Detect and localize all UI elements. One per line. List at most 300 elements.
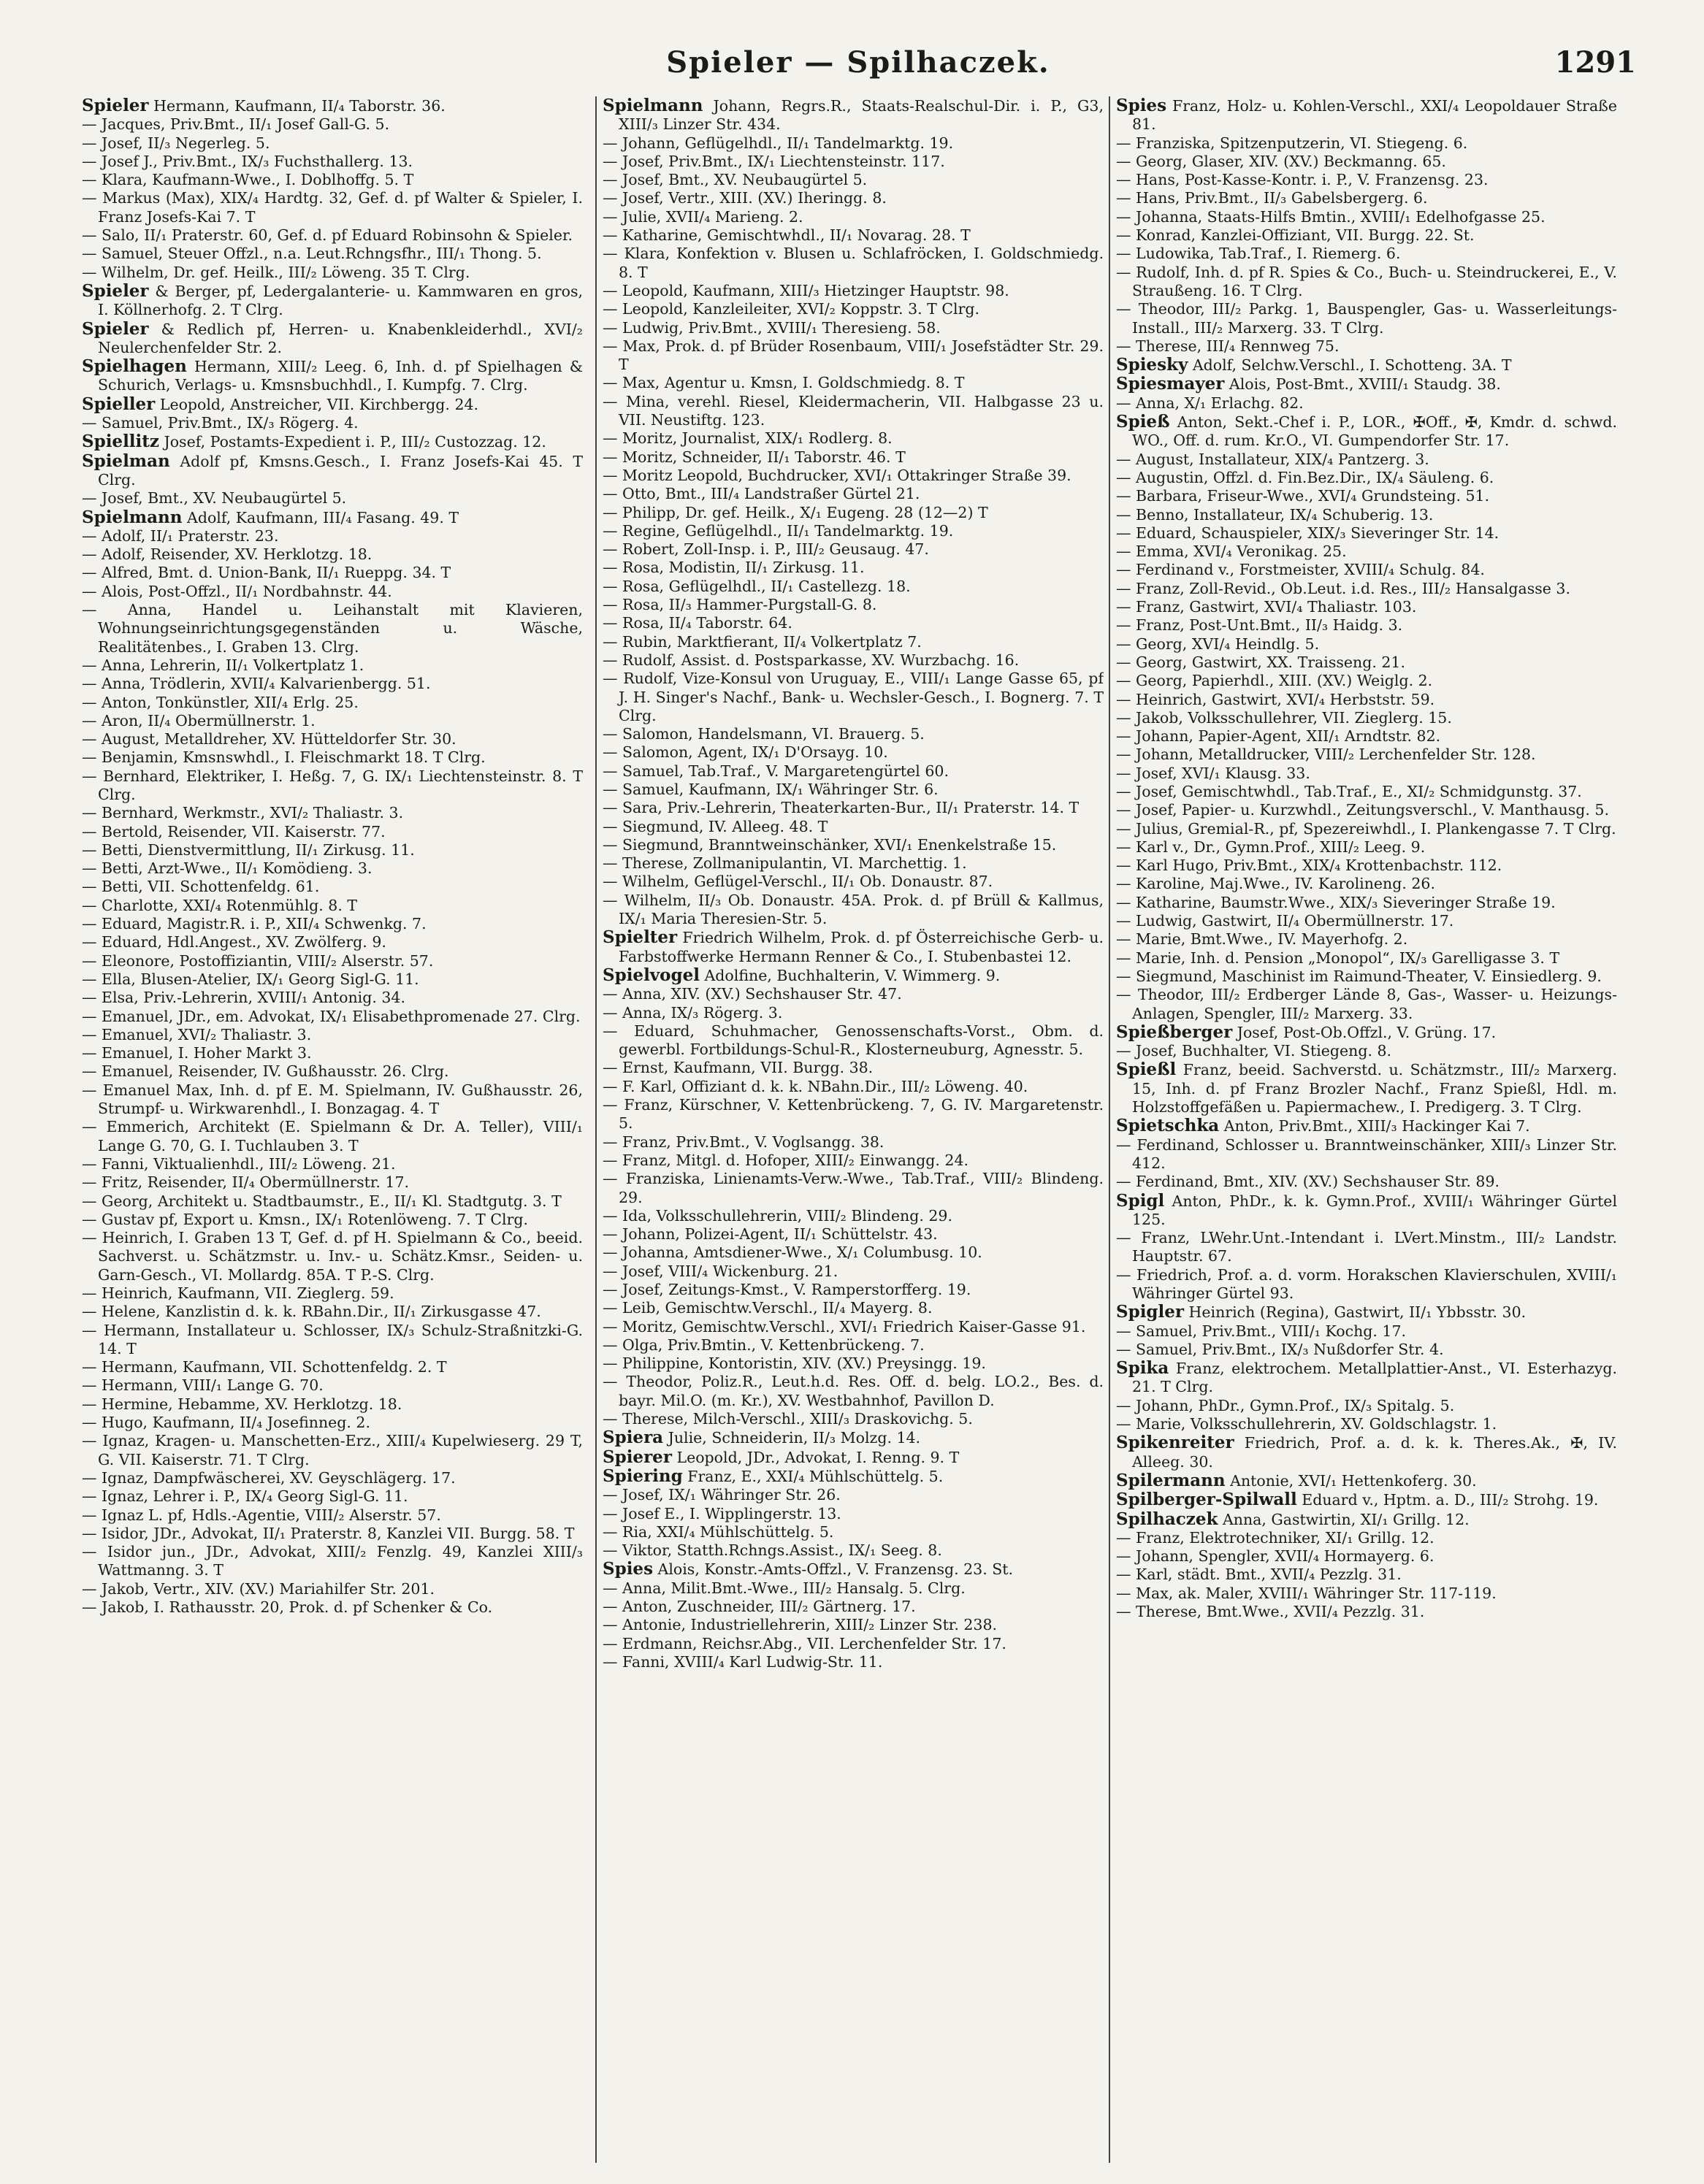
directory-entry: [603, 226, 1104, 245]
directory-entry: [82, 226, 583, 245]
entry-surname: Spietschka: [1116, 1116, 1220, 1136]
entry-details: — Samuel, Tab.Traf., V. Margaretengürtel 60.: [603, 762, 949, 780]
entry-details: — Olga, Priv.Bmtin., V. Kettenbrückeng. 7.: [603, 1336, 925, 1354]
directory-entry: [603, 985, 1104, 1003]
entry-details: — Friedrich, Prof. a. d. vorm. Horakschen Klavierschulen, XVIII/₁ Währinger Gürtel 93.: [1116, 1265, 1617, 1302]
entry-details: — Wilhelm, Geflügel-Verschl., II/₁ Ob. Donaustr. 87.: [603, 873, 993, 891]
directory-entry: [603, 781, 1104, 799]
directory-entry: [1116, 857, 1617, 875]
directory-entry: [603, 1078, 1104, 1096]
entry-details: — Hermann, VIII/₁ Lange G. 70.: [82, 1376, 324, 1395]
entry-details: — Moritz, Journalist, XIX/₁ Rodlerg. 8.: [603, 429, 893, 448]
directory-entry: [603, 1448, 1104, 1467]
directory-entry: [1116, 226, 1617, 245]
entry-details: — Josef J., Priv.Bmt., IX/₃ Fuchsthallerg. 13.: [82, 152, 413, 170]
directory-entry: [1116, 580, 1617, 598]
entry-details: — Helene, Kanzlistin d. k. k. RBahn.Dir., II/₁ Zirkusgasse 47.: [82, 1303, 541, 1321]
entry-details: — Augustin, Offzl. d. Fin.Bez.Dir., IX/₄ Säuleng. 6.: [1116, 468, 1494, 486]
entry-details: — August, Installateur, XIX/₄ Pantzerg. 3.: [1116, 450, 1429, 468]
entry-details: — Josef, Zeitungs-Kmst., V. Ramperstorfferg. 19.: [603, 1281, 971, 1298]
entry-details: — Isidor, JDr., Advokat, II/₁ Praterstr. 8, Kanzlei VII. Burgg. 58. T: [82, 1524, 575, 1542]
entry-details: — Mina, verehl. Riesel, Kleidermacherin, VII. Halbgasse 23 u. VII. Neustiftg. 123.: [603, 392, 1104, 429]
column-3: [1109, 96, 1617, 2163]
entry-details: — Benno, Installateur, IX/₄ Schuberig. 13.: [1116, 505, 1434, 524]
page-number: 1291: [1554, 45, 1636, 80]
entry-details: — Josef, Priv.Bmt., IX/₁ Liechtensteinstr. 117.: [603, 152, 945, 170]
directory-entry: [82, 1376, 583, 1395]
entry-details: — Rudolf, Vize-Konsul von Uruguay, E., VIII/₁ Lange Gasse 65, pf J. H. Singer's Nachf., Bank- u. Wechsler-Gesch., I. Bognerg. 7. T Clrg.: [603, 670, 1104, 724]
directory-entry: [603, 319, 1104, 337]
entry-details: — Johann, Polizei-Agent, II/₁ Schüttelstr. 43.: [603, 1225, 938, 1244]
directory-entry: [603, 818, 1104, 836]
directory-entry: [82, 1414, 583, 1432]
entry-details: — Georg, Papierhdl., XIII. (XV.) Weiglg. 2.: [1116, 672, 1433, 690]
directory-entry: [603, 282, 1104, 300]
directory-entry: [1116, 1566, 1617, 1584]
entry-surname: Spies: [603, 1559, 654, 1579]
directory-entry: [1116, 153, 1617, 171]
entry-details: — Josef E., I. Wipplingerstr. 13.: [603, 1504, 841, 1522]
directory-entry: [1116, 783, 1617, 801]
directory-entry: [603, 892, 1104, 929]
entry-details: — Karl v., Dr., Gymn.Prof., XIII/₂ Leeg. 9.: [1116, 838, 1426, 856]
entry-surname: Spiellitz: [82, 432, 159, 452]
directory-entry: [1116, 875, 1617, 893]
entry-details: — Anna, Lehrerin, II/₁ Volkertplatz 1.: [82, 656, 364, 674]
directory-entry: [82, 1008, 583, 1026]
entry-details: — Josef, VIII/₄ Wickenburg. 21.: [603, 1262, 838, 1280]
directory-entry: [1116, 1585, 1617, 1603]
entry-details: — Georg, Glaser, XIV. (XV.) Beckmanng. 65.: [1116, 152, 1446, 170]
entry-details: — Max, Prok. d. pf Brüder Rosenbaum, VIII/₁ Josefstädter Str. 29. T: [603, 337, 1104, 374]
directory-entry: [603, 208, 1104, 226]
entry-details: Anton, Sekt.-Chef i. P., LOR., ✠Off., ✠, Kmdr. d. schwd. WO., Off. d. rum. Kr.O., VI. Gumpendorfer Str. 17.: [1132, 413, 1617, 450]
directory-entry: [603, 559, 1104, 577]
entry-details: — Josef, Papier- u. Kurzwhdl., Zeitungsverschl., V. Manthausg. 5.: [1116, 801, 1609, 819]
entry-details: — Rudolf, Assist. d. Postsparkasse, XV. Wurzbachg. 16.: [603, 651, 1020, 669]
directory-entry: [603, 1410, 1104, 1428]
directory-entry: [603, 134, 1104, 153]
entry-details: — Erdmann, Reichsr.Abg., VII. Lerchenfelder Str. 17.: [603, 1634, 1006, 1652]
entry-details: Johann, Regrs.R., Staats-Realschul-Dir. i. P., G3, XIII/₃ Linzer Str. 434.: [619, 97, 1104, 134]
directory-entry: [603, 1299, 1104, 1317]
entry-details: — Rudolf, Inh. d. pf R. Spies & Co., Buch- u. Steindruckerei, E., V. Straußeng. 16. T Clrg.: [1116, 263, 1617, 299]
entry-details: — Katharine, Gemischtwhdl., II/₁ Novarag. 28. T: [603, 226, 971, 245]
entry-details: — Isidor jun., JDr., Advokat, XIII/₂ Fenzlg. 49, Kanzlei XIII/₃ Wattmanng. 3. T: [82, 1543, 583, 1579]
entry-surname: Spieler: [82, 280, 149, 301]
directory-entry: [603, 854, 1104, 873]
entry-details: — Josef, Gemischtwhdl., Tab.Traf., E., XI/₂ Schmidgunstg. 37.: [1116, 782, 1582, 800]
entry-details: — Klara, Konfektion v. Blusen u. Schlafröcken, I. Goldschmiedg. 8. T: [603, 245, 1104, 281]
directory-entry: [603, 504, 1104, 522]
entry-details: — Emanuel, XVI/₂ Thaliastr. 3.: [82, 1025, 312, 1043]
directory-entry: [1116, 1529, 1617, 1547]
directory-entry: [603, 873, 1104, 891]
entry-details: — Siegmund, IV. Alleeg. 48. T: [603, 817, 828, 835]
directory-entry: [603, 966, 1104, 985]
directory-entry: [1116, 1415, 1617, 1433]
directory-entry: [82, 1026, 583, 1044]
entry-details: Julie, Schneiderin, II/₃ Molzg. 14.: [668, 1429, 921, 1447]
entry-details: — Rosa, II/₃ Hammer-Purgstall-G. 8.: [603, 596, 877, 614]
directory-entry: [1116, 451, 1617, 469]
entry-details: — Franz, Gastwirt, XVI/₄ Thaliastr. 103.: [1116, 598, 1417, 616]
entry-surname: Spieler: [82, 318, 149, 339]
entry-details: — Georg, Architekt u. Stadtbaumstr., E., II/₁ Kl. Stadtgutg. 3. T: [82, 1192, 562, 1210]
entry-details: — Josef, IX/₁ Währinger Str. 26.: [603, 1486, 841, 1504]
directory-entry: [82, 171, 583, 189]
entry-details: — Therese, Bmt.Wwe., XVII/₄ Pezzlg. 31.: [1116, 1603, 1425, 1621]
directory-entry: [603, 1022, 1104, 1060]
entry-details: Adolfine, Buchhalterin, V. Wimmerg. 9.: [704, 966, 1001, 984]
directory-entry: [82, 823, 583, 841]
entry-surname: Spießl: [1116, 1060, 1177, 1080]
entry-details: — Ernst, Kaufmann, VII. Burgg. 38.: [603, 1059, 874, 1077]
directory-entry: [82, 1598, 583, 1617]
directory-entry: [82, 1395, 583, 1414]
directory-entry: [82, 395, 583, 414]
directory-entry: [82, 527, 583, 545]
entry-details: — Ria, XXI/₄ Mühlschüttelg. 5.: [603, 1522, 834, 1541]
entry-details: — Emanuel, Reisender, IV. Gußhausstr. 26. Clrg.: [82, 1062, 449, 1081]
directory-entry: [1116, 765, 1617, 783]
directory-entry: [82, 1358, 583, 1376]
entry-details: Anna, Gastwirtin, XI/₁ Grillg. 12.: [1222, 1510, 1470, 1528]
entry-details: — Eleonore, Postoffiziantin, VIII/₂ Alserstr. 57.: [82, 951, 434, 970]
directory-entry: [1116, 1322, 1617, 1341]
directory-entry: [603, 467, 1104, 485]
entry-details: — Ludwig, Gastwirt, II/₄ Obermüllnerstr. 17.: [1116, 912, 1454, 930]
entry-details: — Julie, XVII/₄ Marieng. 2.: [603, 207, 803, 226]
directory-entry: [603, 725, 1104, 743]
entry-details: — Sara, Priv.-Lehrerin, Theaterkarten-Bur., II/₁ Praterstr. 14. T: [603, 799, 1080, 817]
entry-details: — Theodor, III/₂ Parkg. 1, Bauspengler, Gas- u. Wasserleitungs-Install., III/₂ Marxerg. 33. T Clrg.: [1116, 300, 1617, 337]
entry-details: — Markus (Max), XIX/₄ Hardtg. 32, Gef. d. pf Walter & Spieler, I. Franz Josefs-Kai 7. T: [82, 189, 583, 226]
directory-entry: [1116, 672, 1617, 690]
directory-entry: [1116, 930, 1617, 949]
entry-details: — Ferdinand v., Forstmeister, XVIII/₄ Schulg. 84.: [1116, 561, 1485, 579]
directory-entry: [1116, 838, 1617, 857]
entry-details: — Salomon, Agent, IX/₁ D'Orsayg. 10.: [603, 743, 888, 762]
directory-entry: [1116, 561, 1617, 579]
entry-details: Leopold, JDr., Advokat, I. Renng. 9. T: [676, 1448, 960, 1466]
entry-details: — Georg, Gastwirt, XX. Traisseng. 21.: [1116, 653, 1405, 671]
directory-entry: [1116, 968, 1617, 986]
directory-entry: [1116, 654, 1617, 672]
directory-entry: [1116, 986, 1617, 1023]
entry-details: — Franziska, Spitzenputzerin, VI. Stiegeng. 6.: [1116, 134, 1468, 152]
directory-entry: [1116, 300, 1617, 337]
entry-details: — Hermine, Hebamme, XV. Herklotzg. 18.: [82, 1395, 402, 1413]
directory-entry: [603, 596, 1104, 614]
directory-entry: [1116, 746, 1617, 764]
directory-entry: [82, 601, 583, 656]
entry-details: — Philipp, Dr. gef. Heilk., X/₁ Eugeng. 28 (12—2) T: [603, 503, 988, 521]
entry-details: Adolf, Kaufmann, III/₄ Fasang. 49. T: [187, 508, 459, 526]
entry-details: — Johann, Metalldrucker, VIII/₂ Lerchenfelder Str. 128.: [1116, 746, 1536, 764]
entry-details: — Therese, Milch-Verschl., XIII/₃ Draskovichg. 5.: [603, 1410, 973, 1428]
entry-surname: Spießberger: [1116, 1022, 1233, 1042]
directory-entry: [1116, 245, 1617, 263]
directory-entry: [82, 432, 583, 451]
entry-details: — Ferdinand, Schlosser u. Branntweinschänker, XIII/₃ Linzer Str. 412.: [1116, 1135, 1617, 1172]
directory-entry: [82, 282, 583, 320]
directory-entry: [1116, 709, 1617, 727]
entry-details: Josef, Postamts-Expedient i. P., III/₂ Custozzag. 12.: [164, 433, 546, 451]
entry-surname: Spiesky: [1116, 355, 1188, 375]
entry-details: — Heinrich, I. Graben 13 T, Gef. d. pf H. Spielmann & Co., beeid. Sachverst. u. Schätzmstr. u. Inv.- u. Schätz.Kmsr., Seiden- u. Garn-Gesch., VI. Mollardg. 85A. T P.-S. Clrg.: [82, 1229, 583, 1284]
directory-entry: [1116, 96, 1617, 134]
entry-details: — Julius, Gremial-R., pf, Spezereiwhdl., I. Plankengasse 7. T Clrg.: [1116, 819, 1616, 838]
directory-entry: [1116, 1173, 1617, 1191]
entry-details: — Emma, XVI/₄ Veronikag. 25.: [1116, 543, 1347, 561]
entry-surname: Spieller: [82, 394, 156, 414]
directory-entry: [82, 508, 583, 527]
entry-details: — Josef, II/₃ Negerleg. 5.: [82, 134, 270, 152]
entry-details: — Anna, Handel u. Leihanstalt mit Klavieren, Wohnungseinrichtungsgegenständen u. Wäsche, Realitätenbes., I. Graben 13. Clrg.: [82, 601, 583, 656]
entry-details: — Johann, Spengler, XVII/₄ Hormayerg. 6.: [1116, 1547, 1434, 1566]
entry-details: — Josef, Bmt., XV. Neubaugürtel 5.: [603, 171, 868, 189]
entry-details: — Wilhelm, II/₃ Ob. Donaustr. 45A. Prok. d. pf Brüll & Kallmus, IX/₁ Maria Theresien-Str. 5.: [603, 891, 1104, 928]
entry-details: — Ferdinand, Bmt., XIV. (XV.) Sechshauser Str. 89.: [1116, 1173, 1500, 1191]
entry-details: — Ella, Blusen-Atelier, IX/₁ Georg Sigl-G. 11.: [82, 970, 419, 988]
directory-entry: [82, 245, 583, 263]
directory-entry: [603, 1635, 1104, 1653]
entry-details: & Berger, pf, Ledergalanterie- u. Kammwaren en gros, I. Köllnerhofg. 2. T Clrg.: [98, 282, 583, 319]
entry-details: Friedrich Wilhelm, Prok. d. pf Österreichische Gerb- u. Farbstoffwerke Hermann Renner & Co., I. Stubenbastei 12.: [619, 929, 1104, 965]
entry-details: — Jacques, Priv.Bmt., II/₁ Josef Gall-G. 5.: [82, 115, 390, 134]
entry-details: Friedrich, Prof. a. d. k. k. Theres.Ak., ✠, IV. Alleeg. 30.: [1132, 1434, 1617, 1471]
entry-details: — Max, ak. Maler, XVIII/₁ Währinger Str. 117-119.: [1116, 1584, 1497, 1602]
directory-entry: [603, 1096, 1104, 1133]
entry-details: — Wilhelm, Dr. gef. Heilk., III/₂ Löweng. 35 T. Clrg.: [82, 263, 470, 281]
entry-details: — Alois, Post-Offzl., II/₁ Nordbahnstr. 44.: [82, 582, 392, 600]
directory-entry: [603, 1653, 1104, 1671]
entry-details: Leopold, Anstreicher, VII. Kirchbergg. 24.: [159, 395, 479, 413]
directory-entry: [603, 1616, 1104, 1634]
entry-details: — Marie, Bmt.Wwe., IV. Mayerhofg. 2.: [1116, 930, 1408, 949]
entry-surname: Spielter: [603, 927, 678, 948]
directory-entry: [82, 767, 583, 805]
entry-details: Hermann, XIII/₂ Leeg. 6, Inh. d. pf Spielhagen & Schurich, Verlags- u. Kmsnsbuchhdl., I. Kumpfg. 7. Clrg.: [98, 358, 583, 394]
directory-entry: [82, 1062, 583, 1081]
entry-details: — Rosa, Modistin, II/₁ Zirkusg. 11.: [603, 559, 865, 577]
directory-entry: [1116, 691, 1617, 709]
directory-entry: [1116, 1042, 1617, 1060]
entry-details: — Heinrich, Kaufmann, VII. Zieglerg. 59.: [82, 1284, 394, 1302]
entry-details: Franz, E., XXI/₄ Mühlschüttelg. 5.: [687, 1467, 944, 1485]
directory-entry: [82, 564, 583, 582]
directory-entry: [603, 429, 1104, 448]
entry-details: — Salo, II/₁ Praterstr. 60, Gef. d. pf Eduard Robinsohn & Spieler.: [82, 226, 573, 245]
directory-entry: [603, 1244, 1104, 1262]
directory-entry: [82, 841, 583, 859]
directory-entry: [82, 952, 583, 970]
entry-surname: Spielmann: [603, 96, 703, 115]
entry-surname: Spigl: [1116, 1190, 1165, 1211]
entry-details: — Karoline, Maj.Wwe., IV. Karolineng. 26.: [1116, 875, 1435, 893]
directory-entry: [82, 915, 583, 933]
entry-details: — Regine, Geflügelhdl., II/₁ Tandelmarktg. 19.: [603, 521, 954, 540]
directory-entry: [1116, 801, 1617, 819]
entry-details: Heinrich (Regina), Gastwirt, II/₁ Ybbsstr. 30.: [1188, 1303, 1527, 1322]
entry-details: — Karl Hugo, Priv.Bmt., XIX/₄ Krottenbachstr. 112.: [1116, 857, 1502, 875]
directory-entry: [82, 1487, 583, 1506]
directory-entry: [1116, 1266, 1617, 1303]
directory-entry: [82, 1506, 583, 1525]
directory-entry: [82, 933, 583, 951]
entry-surname: Spiering: [603, 1465, 683, 1486]
entry-details: — Eduard, Schuhmacher, Genossenschafts-Vorst., Obm. d. gewerbl. Fortbildungs-Schul-R., Klosterneuburg, Agnesstr. 5.: [603, 1022, 1104, 1059]
entry-details: — Anna, XIV. (XV.) Sechshauser Str. 47.: [603, 985, 902, 1003]
entry-details: — Moritz, Gemischtw.Verschl., XVI/₁ Friedrich Kaiser-Gasse 91.: [603, 1317, 1086, 1336]
entry-details: — Bertold, Reisender, VII. Kaiserstr. 77.: [82, 822, 386, 840]
entry-details: — Samuel, Priv.Bmt., IX/₃ Rögerg. 4.: [82, 414, 359, 432]
entry-details: — Leopold, Kaufmann, XIII/₃ Hietzinger Hauptstr. 98.: [603, 281, 1009, 299]
directory-entry: [1116, 487, 1617, 505]
directory-entry: [603, 96, 1104, 134]
directory-entry: [1116, 208, 1617, 226]
directory-entry: [1116, 1192, 1617, 1230]
entry-details: — Barbara, Friseur-Wwe., XVI/₄ Grundsteing. 51.: [1116, 487, 1490, 505]
entry-details: — Gustav pf, Export u. Kmsn., IX/₁ Rotenlöweng. 7. T Clrg.: [82, 1210, 529, 1228]
directory-entry: [1116, 598, 1617, 616]
entry-surname: Spieß: [1116, 412, 1170, 432]
entry-details: — Benjamin, Kmsnswhdl., I. Fleischmarkt 18. T Clrg.: [82, 748, 486, 767]
directory-entry: [1116, 375, 1617, 394]
directory-entry: [82, 1322, 583, 1359]
directory-columns: [82, 96, 1636, 2163]
entry-details: — Jakob, I. Rathausstr. 20, Prok. d. pf Schenker & Co.: [82, 1598, 493, 1617]
directory-entry: [1116, 543, 1617, 561]
directory-entry: [1116, 1023, 1617, 1042]
entry-details: — Katharine, Baumstr.Wwe., XIX/₃ Sieveringer Straße 19.: [1116, 893, 1556, 911]
directory-entry: [82, 989, 583, 1007]
entry-details: — Hans, Priv.Bmt., II/₃ Gabelsbergerg. 6.: [1116, 189, 1428, 207]
directory-entry: [82, 1044, 583, 1062]
directory-entry: [82, 1303, 583, 1321]
directory-entry: [82, 694, 583, 712]
entry-details: — Marie, Volksschullehrerin, XV. Goldschlagstr. 1.: [1116, 1415, 1497, 1433]
directory-entry: [603, 540, 1104, 559]
directory-entry: [1116, 616, 1617, 635]
directory-entry: [82, 1580, 583, 1598]
directory-entry: [603, 614, 1104, 632]
directory-entry: [603, 1355, 1104, 1373]
directory-entry: [82, 1525, 583, 1543]
entry-details: Anton, PhDr., k. k. Gymn.Prof., XVIII/₁ Währinger Gürtel 125.: [1132, 1192, 1617, 1228]
directory-entry: [1116, 524, 1617, 543]
entry-surname: Spika: [1116, 1358, 1169, 1379]
entry-details: — Anna, Milit.Bmt.-Wwe., III/₂ Hansalg. 5. Clrg.: [603, 1579, 966, 1597]
entry-details: — Salomon, Handelsmann, VI. Brauerg. 5.: [603, 725, 925, 743]
entry-details: — Samuel, Priv.Bmt., VIII/₁ Kochg. 17.: [1116, 1322, 1407, 1340]
entry-details: — Philippine, Kontoristin, XIV. (XV.) Preysingg. 19.: [603, 1355, 986, 1373]
entry-details: — Franziska, Linienamts-Verw.-Wwe., Tab.Traf., VIII/₂ Blindeng. 29.: [603, 1170, 1104, 1206]
entry-details: & Redlich pf, Herren- u. Knabenkleiderhdl., XVI/₂ Neulerchenfelder Str. 2.: [98, 320, 583, 356]
directory-entry: [82, 545, 583, 564]
entry-surname: Spielvogel: [603, 965, 700, 985]
entry-surname: Spiera: [603, 1428, 664, 1448]
entry-details: — Samuel, Steuer Offzl., n.a. Leut.Rchngsfhr., III/₁ Thong. 5.: [82, 245, 542, 263]
column-1: [82, 96, 583, 2163]
directory-entry: [603, 171, 1104, 189]
directory-entry: [82, 1192, 583, 1211]
entry-details: — Moritz Leopold, Buchdrucker, XVI/₁ Ottakringer Straße 39.: [603, 466, 1071, 484]
directory-entry: [82, 730, 583, 748]
entry-details: — Betti, VII. Schottenfeldg. 61.: [82, 878, 320, 896]
entry-details: — Ludowika, Tab.Traf., I. Riemerg. 6.: [1116, 245, 1401, 263]
directory-entry: [82, 1432, 583, 1469]
directory-entry: [603, 1336, 1104, 1355]
entry-surname: Spigler: [1116, 1302, 1184, 1322]
entry-details: — Jakob, Vertr., XIV. (XV.) Mariahilfer Str. 201.: [82, 1579, 435, 1598]
directory-entry: [1116, 134, 1617, 153]
entry-details: — Adolf, II/₁ Praterstr. 23.: [82, 526, 279, 545]
entry-details: — Elsa, Priv.-Lehrerin, XVIII/₁ Antonig. 34.: [82, 989, 405, 1007]
entry-details: — Adolf, Reisender, XV. Herklotzg. 18.: [82, 545, 372, 564]
directory-entry: [603, 1541, 1104, 1560]
entry-details: — Ludwig, Priv.Bmt., XVIII/₁ Theresieng. 58.: [603, 318, 941, 337]
directory-entry: [1116, 394, 1617, 413]
directory-entry: [603, 1225, 1104, 1244]
entry-details: — Charlotte, XXI/₄ Rotenmühlg. 8. T: [82, 896, 358, 914]
directory-entry: [82, 878, 583, 896]
entry-details: Eduard v., Hptm. a. D., III/₂ Strohg. 19.: [1302, 1491, 1599, 1509]
entry-details: — Franz, Post-Unt.Bmt., II/₃ Haidg. 3.: [1116, 616, 1403, 635]
directory-entry: [603, 1318, 1104, 1336]
directory-entry: [82, 489, 583, 507]
entry-details: — Eduard, Schauspieler, XIX/₃ Sieveringer Str. 14.: [1116, 524, 1499, 542]
entry-details: — Moritz, Schneider, II/₁ Taborstr. 46. T: [603, 448, 906, 466]
directory-entry: [82, 859, 583, 878]
directory-entry: [82, 804, 583, 822]
directory-entry: [1116, 189, 1617, 207]
entry-details: — Eduard, Hdl.Angest., XV. Zwölferg. 9.: [82, 933, 386, 951]
entry-details: — Franz, Mitgl. d. Hofoper, XIII/₂ Einwangg. 24.: [603, 1151, 969, 1169]
entry-details: — Fritz, Reisender, II/₄ Obermüllnerstr. 17.: [82, 1173, 410, 1192]
entry-details: — Johanna, Staats-Hilfs Bmtin., XVIII/₁ Edelhofgasse 25.: [1116, 207, 1546, 226]
directory-entry: [603, 1133, 1104, 1152]
directory-entry: [1116, 1490, 1617, 1509]
directory-entry: [82, 675, 583, 693]
entry-details: — Siegmund, Branntweinschänker, XVI/₁ Enenkelstraße 15.: [603, 835, 1057, 854]
entry-details: — F. Karl, Offiziant d. k. k. NBahn.Dir., III/₂ Löweng. 40.: [603, 1077, 1028, 1095]
directory-entry: [82, 189, 583, 226]
directory-entry: [603, 448, 1104, 467]
directory-entry: [603, 799, 1104, 817]
directory-entry: [82, 1284, 583, 1303]
directory-entry: [82, 134, 583, 153]
directory-entry: [1116, 1229, 1617, 1266]
directory-entry: [603, 374, 1104, 392]
entry-surname: Spilberger-Spilwall: [1116, 1490, 1297, 1510]
entry-details: — Hermann, Kaufmann, VII. Schottenfeldg. 2. T: [82, 1358, 447, 1376]
entry-surname: Spilermann: [1116, 1470, 1226, 1490]
entry-surname: Spierer: [603, 1447, 672, 1467]
directory-entry: [603, 189, 1104, 207]
directory-entry: [1116, 820, 1617, 838]
entry-details: — Hans, Post-Kasse-Kontr. i. P., V. Franzensg. 23.: [1116, 171, 1489, 189]
running-head: [80, 45, 1636, 89]
entry-details: — Samuel, Kaufmann, IX/₁ Währinger Str. 6.: [603, 780, 939, 798]
entry-details: — Bernhard, Elektriker, I. Heßg. 7, G. IX/₁ Liechtensteinstr. 8. T Clrg.: [82, 767, 583, 803]
entry-details: — Emmerich, Architekt (E. Spielmann & Dr. A. Teller), VIII/₁ Lange G. 70, G. I. Tuchlauben 3. T: [82, 1118, 583, 1154]
directory-entry: [603, 1560, 1104, 1579]
directory-entry: [1116, 1116, 1617, 1135]
directory-entry: [1116, 1471, 1617, 1490]
entry-details: — Marie, Inh. d. Pension „Monopol“, IX/₃ Garelligasse 3. T: [1116, 949, 1560, 967]
